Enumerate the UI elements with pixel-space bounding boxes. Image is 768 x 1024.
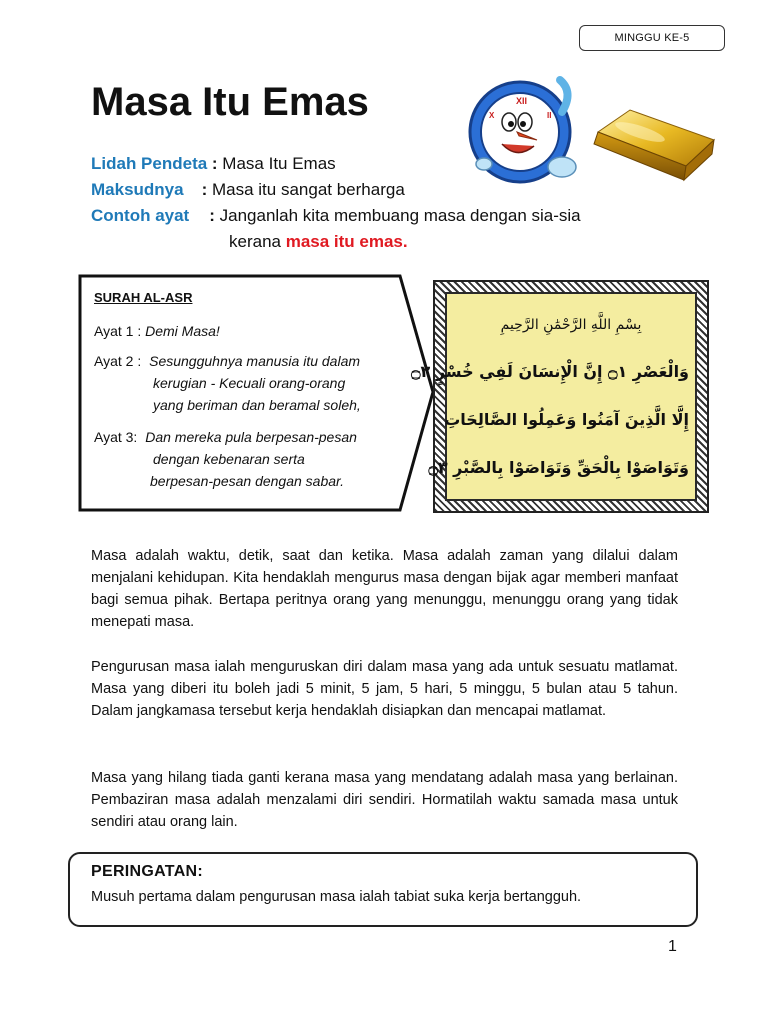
ayat-3-line2: dengan kebenaran serta <box>153 451 305 467</box>
paragraph-3: Masa yang hilang tiada ganti kerana masa yang mendatang adalah masa yang berlainan. Pembaziran masa adalah menzalami diri sendiri. Hormatilah waktu samada masa untuk sendiri atau orang lain. <box>91 770 678 830</box>
quran-line-2: إِلَّا الَّذِينَ آمَنُوا وَعَمِلُوا الصَّالِحَاتِ <box>444 409 689 429</box>
svg-text:II: II <box>547 111 552 120</box>
definition-maksud: Maksudnya : Masa itu sangat berharga <box>91 180 405 199</box>
quran-verse-panel <box>411 292 697 501</box>
contoh-emphasis: masa itu emas. <box>285 232 408 251</box>
contoh-value-line1: Janganlah kita membuang masa dengan sia-sia <box>219 206 581 225</box>
contoh-value-line2: kerana <box>229 232 286 251</box>
maksud-label: Maksudnya <box>91 180 184 199</box>
contoh-label: Contoh ayat <box>91 206 190 225</box>
paragraph-1: Masa adalah waktu, detik, saat dan ketika. Masa adalah zaman yang dilalui dalam menjalani kehidupan. Kita hendaklah mengurus masa dengan bijak agar memberi manfaat bagi semua pihak. Bertapa peritnya orang yang menunggu, menunggu orang yang tidak menepati masa. <box>91 548 678 630</box>
warning-text: Musuh pertama dalam pengurusan masa ialah tabiat suka kerja bertangguh. <box>91 889 582 905</box>
ayat-2-line3: yang beriman dan beramal soleh, <box>153 397 361 413</box>
warning-title: PERINGATAN: <box>91 863 204 880</box>
lidah-label: Lidah Pendeta <box>91 154 208 173</box>
definition-lidah: Lidah Pendeta : Masa Itu Emas <box>91 154 336 173</box>
clock-mascot-icon <box>462 72 584 190</box>
lidah-value: Masa Itu Emas <box>222 154 336 173</box>
ayat-3 <box>94 426 357 492</box>
paragraph-2: Pengurusan masa ialah menguruskan diri dalam masa yang ada untuk sesuatu matlamat. Masa yang diberi itu boleh jadi 5 minit, 5 jam, 5 hari, 5 minggu, 5 bulan atau 5 tahun. Dalam jangkamasa tersebut kerja hendaklah disiapkan dan mencapai matlamat. <box>91 659 678 719</box>
svg-text:X: X <box>489 111 495 120</box>
definition-contoh: Contoh ayat : Janganlah kita membuang masa dengan sia-sia <box>91 206 581 225</box>
ayat-3-line1: Dan mereka pula berpesan-pesan <box>145 429 357 445</box>
page-title: Masa Itu Emas <box>91 80 369 124</box>
basmala-text: بِسْمِ اللَّهِ الرَّحْمَٰنِ الرَّحِيمِ <box>500 316 642 333</box>
quran-line-1: وَالْعَصْرِ ۝١ إِنَّ الْإِنسَانَ لَفِي خُسْرٍ ۝٢ <box>411 361 689 381</box>
ayat-3-label: Ayat 3: <box>94 429 138 445</box>
maksud-value: Masa itu sangat berharga <box>211 180 405 199</box>
quran-line-3: وَتَوَاصَوْا بِالْحَقِّ وَتَوَاصَوْا بِالصَّبْرِ ۝٣ <box>428 457 689 477</box>
ayat-3-line3: berpesan-pesan dengan sabar. <box>150 473 345 489</box>
ayat-2-label: Ayat 2 : <box>94 353 142 369</box>
gold-bar-icon <box>590 104 718 184</box>
page-number: 1 <box>668 938 677 955</box>
ayat-1-text: Demi Masa! <box>145 323 220 339</box>
surah-title: SURAH AL-ASR <box>94 290 193 305</box>
svg-text:XII: XII <box>516 96 528 106</box>
ayat-2-line2: kerugian - Kecuali orang-orang <box>153 375 346 391</box>
definition-contoh-line2 <box>229 231 408 253</box>
week-badge: MINGGU KE-5 <box>579 25 725 51</box>
ayat-1-label: Ayat 1 : <box>94 323 142 339</box>
ayat-2-line1: Sesungguhnya manusia itu dalam <box>149 353 361 369</box>
ayat-2 <box>94 350 361 416</box>
ayat-1 <box>94 320 220 342</box>
quran-verse-frame <box>411 280 709 513</box>
